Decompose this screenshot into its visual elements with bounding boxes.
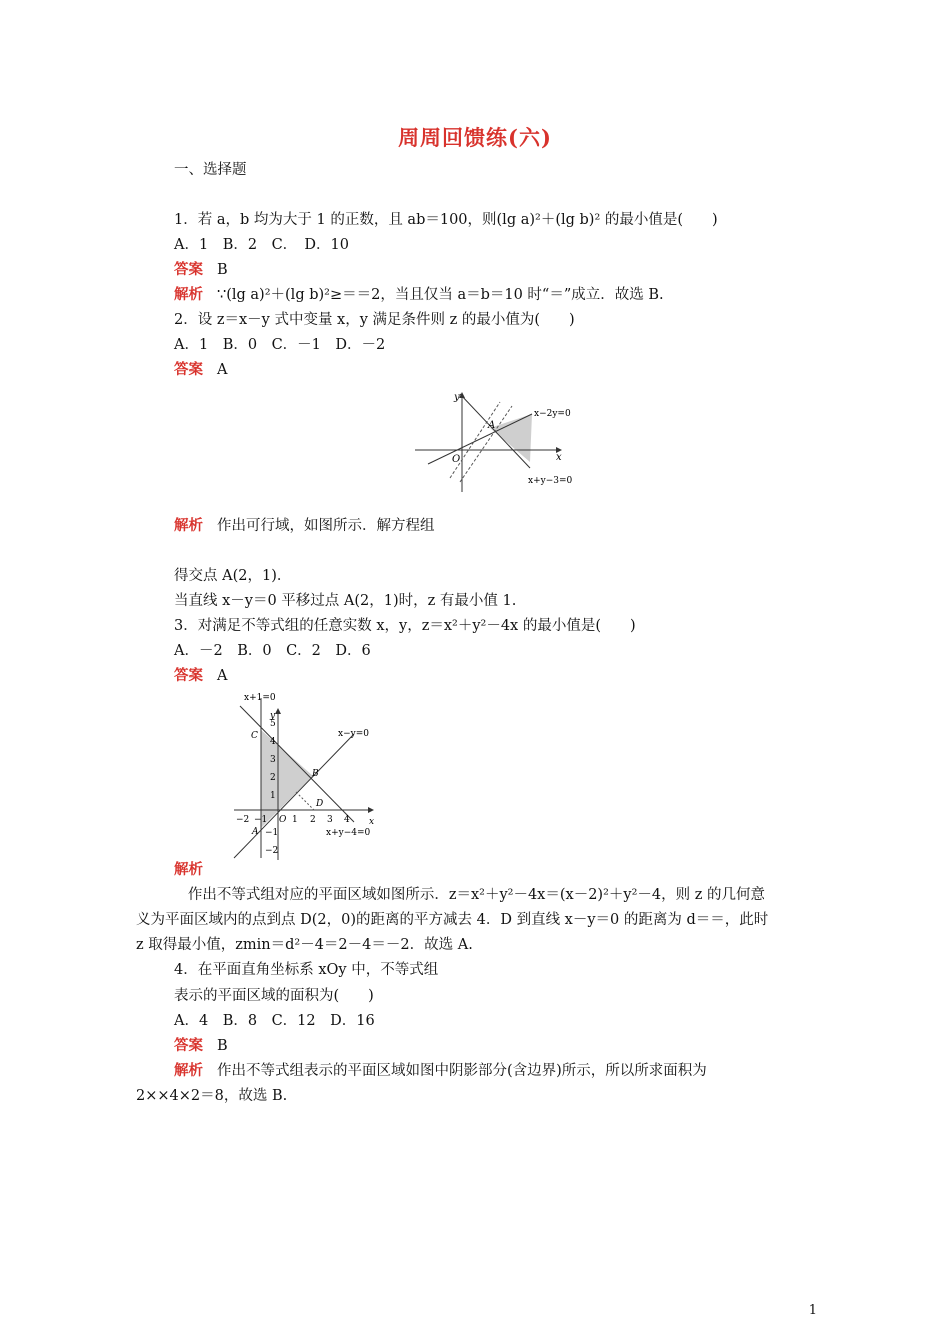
q2-figure (410, 388, 590, 496)
line2-label: x+y−3=0 (528, 476, 573, 486)
page-title: 周周回馈练(六) (398, 125, 552, 150)
point-d-label: D (316, 799, 324, 809)
answer-label: 答案 (174, 361, 203, 378)
q2-analysis (174, 514, 435, 535)
answer-label: 答案 (174, 1037, 203, 1054)
y-tick: −2 (265, 846, 279, 856)
point-a-label: A (252, 827, 259, 837)
feasible-region (490, 414, 532, 462)
x-label: x (556, 452, 562, 463)
x-label: x (369, 817, 375, 827)
analysis-text: 作出不等式组对应的平面区域如图所示．z＝x²＋y²－4x＝(x－2)²＋y²－4，则 z 的几何意 (187, 887, 765, 903)
q3-stem: 3．对满足不等式组的任意实数 x，y，z＝x²＋y²－4x 的最小值是( ) (174, 618, 636, 634)
q2-stem: 2．设 z＝x－y 式中变量 x，y 满足条件则 z 的最小值为( ) (174, 312, 575, 328)
analysis-label: 解析 (174, 1062, 203, 1079)
q2-options: A．1 B．0 C．－1 D．－2 (174, 337, 386, 353)
answer-label: 答案 (174, 261, 203, 278)
q1-options: A．1 B．2 C． D．10 (174, 237, 349, 253)
dashed-line-2 (460, 406, 512, 482)
line-x-y (234, 734, 354, 858)
q3-options: A．－2 B．0 C．2 D．6 (174, 643, 371, 659)
line-x+y-4 (240, 706, 354, 822)
q3-analysis-1 (174, 883, 765, 904)
dashed-line-1 (450, 402, 500, 478)
line1-label: x−2y=0 (534, 409, 571, 419)
q3-analysis-label-line (174, 858, 217, 879)
y-tick: 5 (270, 719, 276, 729)
y-label: y (270, 711, 276, 721)
x-tick: 2 (310, 815, 316, 825)
x-tick: 3 (327, 815, 333, 825)
point-c-label: C (251, 731, 258, 741)
line-sum-label: x+y−4=0 (326, 828, 371, 838)
q1-answer (174, 258, 228, 279)
x-tick: −2 (236, 815, 250, 825)
point-a-label: A (488, 420, 496, 431)
q4-analysis (174, 1059, 707, 1080)
line-top-label: x+1=0 (244, 693, 276, 703)
q2-analysis-line-b: 当直线 x－y＝0 平移过点 A(2，1)时，z 有最小值 1. (174, 593, 517, 609)
x-tick: 1 (292, 815, 298, 825)
perpendicular-dashed (296, 792, 314, 810)
analysis-text: ∵(lg a)²＋(lg b)²≥＝＝2，当且仅当 a＝b＝10 时“＝”成立．故选 B. (217, 287, 664, 303)
q3-analysis-3: z 取得最小值，zmin＝d²－4＝2－4＝－2．故选 A. (136, 937, 473, 953)
y-tick: 1 (270, 791, 276, 801)
q3-figure (226, 688, 386, 864)
analysis-label: 解析 (174, 286, 203, 303)
q4-options: A．4 B．8 C．12 D．16 (174, 1013, 375, 1029)
q1-stem: 1．若 a，b 均为大于 1 的正数，且 ab＝100，则(lg a)²＋(lg b)² 的最小值是( ) (174, 212, 718, 228)
answer-value: A (217, 362, 228, 378)
y-tick: 3 (270, 755, 276, 765)
q4-answer (174, 1034, 228, 1055)
q3-answer (174, 664, 227, 685)
analysis-label: 解析 (174, 517, 203, 534)
section-heading: 一、选择题 (174, 162, 247, 178)
q1-analysis (174, 283, 664, 304)
answer-label: 答案 (174, 667, 203, 684)
y-tick: 2 (270, 773, 276, 783)
origin-label: O (279, 815, 287, 825)
y-label: y (454, 392, 460, 403)
line-xy-label: x−y=0 (338, 729, 369, 739)
q3-analysis-2: 义为平面区域内的点到点 D(2，0)的距离的平方减去 4．D 到直线 x－y＝0 的距离为 d＝＝，此时 (136, 912, 769, 928)
page-number: 1 (808, 1303, 817, 1318)
point-b-label: B (312, 769, 319, 779)
analysis-text: 作出不等式组表示的平面区域如图中阴影部分(含边界)所示，所以所求面积为 (217, 1063, 707, 1079)
y-tick: 4 (270, 737, 276, 747)
analysis-label: 解析 (174, 861, 203, 878)
q4-analysis-2: 2××4×2＝8，故选 B. (136, 1088, 288, 1104)
q4-stem-2: 表示的平面区域的面积为( ) (174, 988, 374, 1004)
x-arrow (368, 807, 374, 813)
y-tick: −1 (265, 828, 279, 838)
analysis-text: 作出可行域，如图所示．解方程组 (217, 518, 435, 534)
answer-value: A (217, 668, 228, 684)
x-tick: 4 (344, 815, 350, 825)
feasible-region (261, 730, 313, 828)
q2-answer (174, 358, 227, 379)
q2-analysis-line-a: 得交点 A(2，1)． (174, 568, 292, 584)
answer-value: B (217, 262, 228, 278)
origin-label: O (452, 454, 461, 465)
answer-value: B (217, 1038, 228, 1054)
x-tick: −1 (254, 815, 268, 825)
y-arrow (459, 392, 465, 398)
y-arrow (275, 708, 281, 714)
q4-stem-1: 4．在平面直角坐标系 xOy 中，不等式组 (174, 962, 439, 978)
